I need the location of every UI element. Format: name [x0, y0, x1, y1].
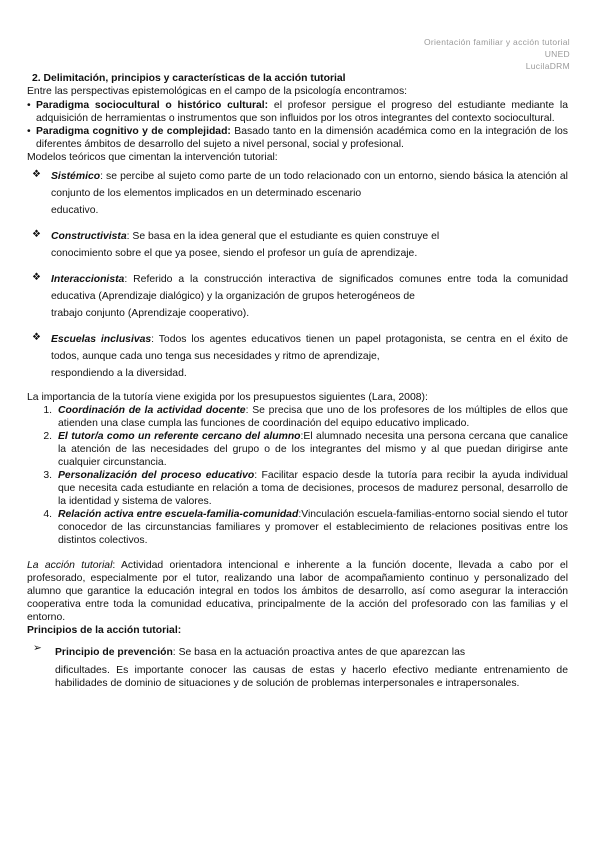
paradigm-item	[27, 99, 572, 125]
paradigm-term: Paradigma sociocultural o histórico cultural:	[36, 100, 269, 111]
presupuesto-text: : Facilitar espacio desde la tutoría para recibir la ayuda individual que necesita cada estudiante en relación a toma de decisiones, procesos de madurez personal, desarrollo de la identidad y sistema de valores.	[58, 470, 568, 507]
section-title: 2. Delimitación, principios y características de la acción tutorial	[32, 73, 346, 84]
bullet-dot-icon: •	[27, 100, 31, 111]
list-item	[27, 271, 572, 322]
definition-term: La acción tutorial	[27, 560, 113, 571]
model-text: : Todos los agentes educativos tienen un papel protagonista, se centra en el éxito de todos, aunque cada uno tenga sus necesidades y ritmo de aprendizaje,	[51, 334, 568, 362]
list-item	[27, 469, 572, 508]
list-item	[27, 404, 572, 430]
presupuesto-text: :Vinculación escuela-familias-entorno social siendo el tutor conocedor de las circunstancias familiares y promover el establecimiento de relaciones positivas entre los distintos colectivos.	[58, 509, 568, 546]
arrow-bullet-icon: ➢	[33, 643, 42, 654]
presupuesto-term: Relación activa entre escuela-familia-comunidad	[58, 509, 299, 520]
presupuestos-list	[27, 404, 572, 547]
presupuesto-term: Personalización del proceso educativo	[58, 470, 255, 481]
item-number: 4.	[43, 509, 52, 520]
paradigm-text: el profesor persigue el progreso del estudiante mediante la adquisición de herramientas o instrumentos que son influidos por los otros integrantes del contexto sociocultural.	[36, 100, 568, 124]
definition-paragraph	[27, 559, 572, 624]
bullet-dot-icon: •	[27, 126, 31, 137]
principle-term: Principio de prevención	[55, 647, 173, 658]
diamond-bullet-icon: ❖	[32, 169, 41, 180]
list-item	[27, 168, 572, 219]
paradigm-item	[27, 125, 572, 151]
models-list	[27, 168, 572, 382]
model-term: Constructivista	[51, 231, 127, 242]
principle-text-start: : Se basa en la actuación proactiva antes de que aparezcan las	[172, 647, 466, 658]
model-text: : Se basa en la idea general que el estudiante es quien construye el	[126, 231, 440, 242]
header-course: Orientación familiar y acción tutorial	[423, 37, 570, 47]
header-university: UNED	[544, 49, 570, 59]
models-intro: Modelos teóricos que cimentan la intervención tutorial:	[27, 152, 278, 163]
list-item	[27, 642, 572, 690]
document-body	[27, 72, 572, 690]
paradigm-term: Paradigma cognitivo y de complejidad:	[36, 126, 231, 137]
diamond-bullet-icon: ❖	[32, 272, 41, 283]
presupuesto-term: El tutor/a como un referente cercano del alumno	[58, 431, 301, 442]
list-item	[27, 331, 572, 382]
model-text-end: respondiendo a la diversidad.	[51, 368, 187, 379]
list-item	[27, 508, 572, 547]
paradigm-text: Basado tanto en la dimensión académica como en la integración de los diferentes ámbitos de desarrollo del sujeto a nivel personal, social y profesional.	[36, 126, 568, 150]
list-item	[27, 430, 572, 469]
model-text-end: conocimiento sobre el que ya posee, siendo el profesor un guía de aprendizaje.	[51, 248, 418, 259]
model-term: Escuelas inclusivas	[51, 334, 152, 345]
model-term: Interaccionista	[51, 274, 125, 285]
presupuesto-term: Coordinación de la actividad docente	[58, 405, 246, 416]
model-text-end: trabajo conjunto (Aprendizaje cooperativo).	[51, 308, 250, 319]
model-text: : Referido a la construcción interactiva de significados comunes entre toda la comunidad educativa (Aprendizaje dialógico) y la organización de grupos heterogéneos de	[51, 274, 568, 302]
model-term: Sistémico	[51, 171, 101, 182]
diamond-bullet-icon: ❖	[32, 229, 41, 240]
page-header	[424, 36, 570, 72]
epistemology-intro: Entre las perspectivas epistemológicas en el campo de la psicología encontramos:	[27, 86, 408, 97]
item-number: 1.	[43, 405, 52, 416]
model-text: : se percibe al sujeto como parte de un todo relacionado con un entorno, siendo básica la atención al conjunto de los elementos implicados en un determinado escenario	[51, 171, 568, 199]
principle-text: dificultades. Es importante conocer las causas de estas y hacerlo efectivo mediante entrenamiento de habilidades de dominio de situaciones y de solución de problemas interpersonales e intrapersonales.	[55, 665, 568, 689]
list-item	[27, 228, 572, 262]
diamond-bullet-icon: ❖	[32, 332, 41, 343]
presupuesto-text: : Se precisa que uno de los profesores de los múltiples de ellos que atienden una clase cumpla las funciones de coordinación del equipo educativo implicado.	[58, 405, 568, 429]
item-number: 2.	[43, 431, 52, 442]
item-number: 3.	[43, 470, 52, 481]
definition-text: : Actividad orientadora intencional e inherente a la función docente, llevada a cabo por el profesorado, especialmente por el tutor, realizando una labor de acompañamiento continuo y personalizado del alumno que garantice la educación integral en todos los ámbitos de desarrollo, así como asegurar la interacción cooperativa entre toda la comunidad educativa, principalmente de la acción del profesorado con las familias y el entorno.	[27, 560, 568, 623]
presupuesto-text: :El alumnado necesita una persona cercana que canalice la atención de las necesidades del grupo o de los integrantes del mismo y al que puedan dirigirse ante cualquier circunstancia.	[58, 431, 568, 468]
principles-title: Principios de la acción tutorial:	[27, 625, 182, 636]
header-author: LucilaDRM	[525, 61, 570, 71]
importance-intro: La importancia de la tutoría viene exigida por los presupuestos siguientes (Lara, 2008):	[27, 392, 428, 403]
model-text-end: educativo.	[51, 205, 99, 216]
